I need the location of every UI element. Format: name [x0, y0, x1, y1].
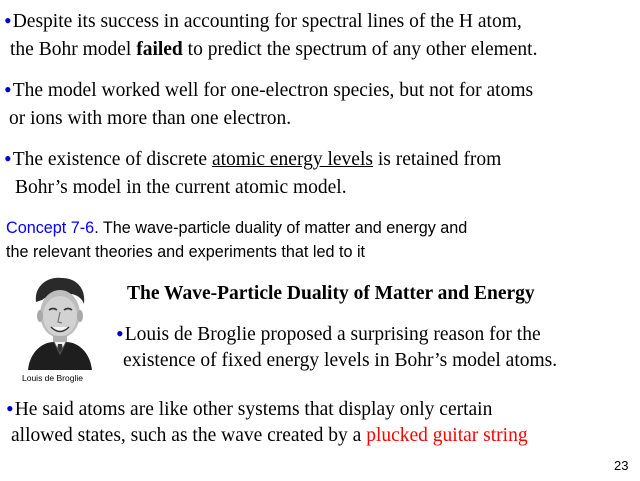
bullet-icon: • — [6, 396, 14, 421]
atomic-energy-levels-link[interactable]: atomic energy levels — [211, 149, 373, 170]
bullet-2-line-1 — [4, 78, 533, 102]
bullet-3-text-post: is retained from — [372, 149, 502, 170]
concept-text-2: the relevant theories and experiments that led to it — [6, 243, 366, 261]
bullet-1-bold-word: failed — [136, 39, 183, 60]
bullet-2-line-2 — [9, 108, 291, 130]
bullet-icon: • — [4, 77, 12, 102]
plucked-guitar-string-highlight: plucked guitar string — [366, 425, 528, 446]
concept-text-1: . The wave-particle duality of matter and energy and — [94, 219, 468, 237]
bullet-4-text-2: existence of fixed energy levels in Bohr’s model atoms. — [123, 350, 558, 371]
portrait-photo — [16, 272, 102, 370]
bullet-2-text: The model worked well for one-electron species, but not for atoms — [12, 80, 534, 101]
bullet-1-text-pre: the Bohr model — [10, 39, 137, 60]
bullet-5-line-2 — [11, 425, 528, 447]
bullet-4-text: Louis de Broglie proposed a surprising reason for the — [124, 324, 541, 345]
section-heading: The Wave-Particle Duality of Matter and Energy — [127, 283, 535, 304]
bullet-2-text-2: or ions with more than one electron. — [9, 108, 292, 129]
concept-label: Concept 7-6 — [6, 219, 95, 237]
photo-caption: Louis de Broglie — [22, 373, 83, 383]
bullet-4-line-2 — [123, 350, 557, 372]
bullet-3-text-pre: The existence of discrete — [12, 149, 212, 170]
bullet-3-text-2: Bohr’s model in the current atomic model. — [15, 177, 347, 198]
bullet-5-text-pre: allowed states, such as the wave created by a — [11, 425, 367, 446]
bullet-4-line-1 — [116, 322, 541, 346]
concept-line-1 — [6, 219, 467, 238]
bullet-icon: • — [4, 146, 12, 171]
bullet-icon: • — [4, 8, 12, 33]
bullet-1-text: Despite its success in accounting for spectral lines of the H atom, — [12, 11, 522, 32]
bullet-5-line-1 — [6, 397, 492, 421]
concept-line-2 — [6, 243, 365, 262]
bullet-3-line-1 — [4, 147, 501, 171]
bullet-3-line-2 — [15, 177, 347, 199]
bullet-1-line-2 — [10, 39, 537, 61]
bullet-icon: • — [116, 321, 124, 346]
bullet-1-text-post: to predict the spectrum of any other element. — [182, 39, 538, 60]
bullet-1-line-1 — [4, 9, 522, 33]
page-number: 23 — [614, 458, 629, 473]
bullet-5-text: He said atoms are like other systems that display only certain — [14, 399, 493, 420]
